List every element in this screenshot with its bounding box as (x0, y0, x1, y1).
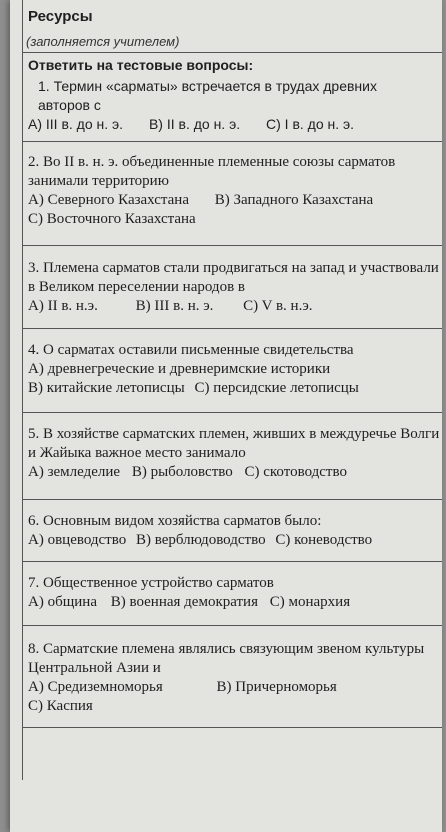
question-7-option-c: C) монархия (269, 594, 351, 610)
question-5-options (28, 463, 440, 482)
question-1-option-a: A) III в. до н. э. (28, 116, 124, 132)
question-3-stem: 3. Племена сарматов стали продвигаться на запад и участвовали в Великом переселении народов в (28, 260, 439, 295)
question-4-option-c: C) персидские летописцы (194, 380, 359, 396)
question-7-stem: 7. Общественное устройство сарматов (28, 575, 274, 591)
question-8-options (28, 678, 440, 697)
question-3 (28, 259, 440, 316)
resources-heading: Ресурсы (28, 8, 93, 25)
question-5-option-b: B) рыболовство (131, 464, 233, 480)
question-4 (28, 341, 440, 398)
question-2-options (28, 191, 440, 210)
table-divider (22, 245, 442, 246)
question-4-option-b: B) китайские летописцы (28, 380, 185, 396)
question-8-options-row2 (28, 697, 440, 716)
question-3-option-c: C) V в. н.э. (243, 298, 313, 314)
table-divider (22, 499, 442, 500)
table-divider (22, 412, 442, 413)
question-8-option-b: B) Причерноморья (216, 679, 337, 695)
question-1-options (28, 115, 440, 134)
question-2 (28, 153, 440, 229)
question-7-option-b: B) военная демократия (110, 594, 258, 610)
question-7-options (28, 593, 440, 612)
table-left-border (22, 0, 23, 780)
teacher-note: (заполняется учителем) (26, 34, 180, 49)
question-2-option-c: C) Восточного Казахстана (28, 211, 196, 227)
question-8-option-c: C) Каспия (28, 698, 93, 714)
question-1-stem: 1. Термин «сарматы» встречается в трудах древних авторов с (38, 78, 377, 113)
question-5 (28, 425, 440, 482)
question-7 (28, 574, 440, 612)
question-8-option-a: A) Средиземноморья (28, 679, 163, 695)
question-4-options-row2 (28, 379, 440, 398)
table-divider (22, 727, 442, 728)
question-5-option-a: A) земледелие (28, 464, 121, 480)
question-2-options-row2 (28, 210, 440, 229)
question-1-option-b: B) II в. до н. э. (148, 116, 241, 132)
question-8-stem: 8. Сарматские племена являлись связующим звеном культуры Центральной Азии и (28, 641, 425, 676)
question-6-option-a: A) овцеводство (28, 532, 127, 548)
worksheet-page (10, 0, 442, 832)
table-divider (22, 141, 442, 142)
question-6-options (28, 531, 440, 550)
question-6-option-c: C) коневодство (275, 532, 373, 548)
question-2-option-b: B) Западного Казахстана (214, 192, 374, 208)
question-1 (28, 77, 440, 134)
question-6-stem: 6. Основным видом хозяйства сарматов было: (28, 513, 322, 529)
question-4-options (28, 360, 440, 379)
question-7-option-a: A) община (28, 594, 97, 610)
table-divider (22, 625, 442, 626)
question-3-option-b: B) III в. н. э. (135, 298, 214, 314)
question-2-option-a: A) Северного Казахстана (28, 192, 189, 208)
question-2-stem: 2. Во II в. н. э. объединенные племенные союзы сарматов занимали территорию (28, 154, 396, 189)
question-4-option-a: A) древнегреческие и древнеримские историки (28, 361, 331, 377)
question-5-option-c: C) скотоводство (244, 464, 347, 480)
question-6-option-b: B) верблюдоводство (135, 532, 266, 548)
question-3-option-a: A) II в. н.э. (28, 298, 98, 314)
question-4-stem: 4. О сарматах оставили письменные свидетельства (28, 342, 354, 358)
question-6 (28, 512, 440, 550)
instruction-heading: Ответить на тестовые вопросы: (28, 57, 254, 73)
question-5-stem: 5. В хозяйстве сарматских племен, живших в междуречье Волги и Жайыка важное место занимало (28, 426, 440, 461)
question-3-options (28, 297, 440, 316)
table-divider (22, 52, 442, 53)
table-divider (22, 328, 442, 329)
question-8 (28, 640, 440, 716)
table-divider (22, 561, 442, 562)
question-1-option-c: C) I в. до н. э. (266, 116, 355, 132)
